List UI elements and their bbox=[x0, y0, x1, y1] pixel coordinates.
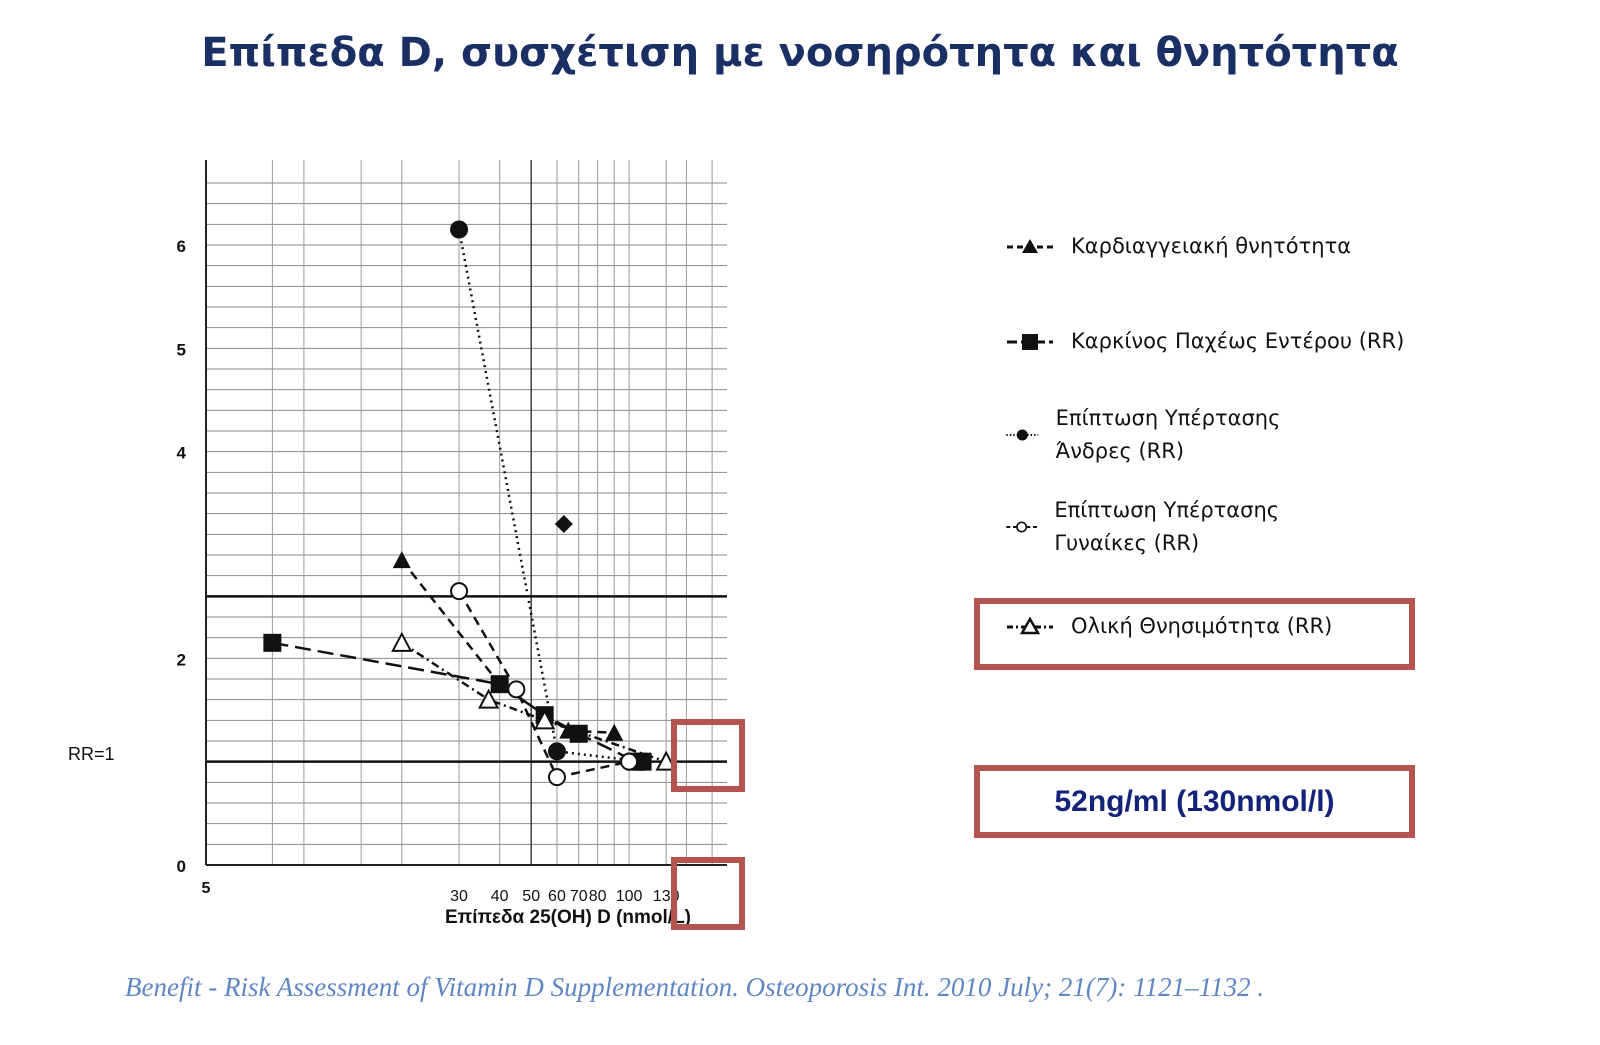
legend-label: Επίπτωση Υπέρτασης Άνδρες (RR) bbox=[1055, 406, 1281, 463]
x-tick-label: 50 bbox=[522, 888, 541, 905]
x-tick-label: 80 bbox=[588, 888, 607, 905]
x-tick-label: 130 bbox=[652, 888, 680, 905]
legend-label: Καρκίνος Παχέως Εντέρου (RR) bbox=[1071, 329, 1405, 353]
data-point bbox=[393, 551, 411, 568]
x-tick-label: 5 bbox=[201, 880, 211, 897]
x-tick-label: 70 bbox=[569, 888, 588, 905]
series-line bbox=[402, 643, 666, 762]
legend-label: Επίπτωση Υπέρτασης Γυναίκες (RR) bbox=[1054, 498, 1280, 555]
legend-label: Ολική Θνησιμότητα (RR) bbox=[1071, 614, 1333, 638]
square-filled-icon bbox=[1005, 330, 1055, 354]
citation: Benefit - Risk Assessment of Vitamin D Supplementation. Osteoporosis Int. 2010 July; 21(7): 1121–1132 . bbox=[125, 972, 1265, 1002]
legend-highlight-box bbox=[974, 598, 1415, 670]
series-5 bbox=[393, 634, 675, 770]
data-point bbox=[451, 583, 467, 599]
series-3 bbox=[450, 221, 652, 771]
legend-cardiovascular-mortality bbox=[1005, 230, 1351, 263]
series-2 bbox=[263, 634, 651, 771]
tick-130-highlight-box bbox=[671, 857, 745, 930]
data-point bbox=[570, 725, 588, 743]
triangle-filled-icon bbox=[1005, 235, 1055, 259]
page-title: Επίπεδα D, συσχέτιση με νοσηρότητα και θνητότητα bbox=[201, 30, 1399, 76]
x-tick-label: 30 bbox=[450, 888, 468, 905]
y-tick-label: 0 bbox=[176, 857, 186, 876]
data-point bbox=[548, 742, 566, 760]
x-tick-label: 40 bbox=[490, 888, 509, 905]
y-tick-label: 5 bbox=[176, 340, 186, 360]
series-layer bbox=[263, 221, 675, 786]
series-1 bbox=[393, 551, 623, 741]
x-axis-title: Επίπεδα 25(OH) D (nmol/L) bbox=[444, 907, 692, 928]
legend-colon-cancer bbox=[1005, 325, 1404, 358]
data-point bbox=[555, 515, 573, 533]
circle-open-icon bbox=[1005, 515, 1038, 539]
data-point bbox=[491, 675, 509, 693]
circle-filled-icon bbox=[1005, 423, 1040, 447]
legend-label: Καρδιαγγειακή θνητότητα bbox=[1071, 234, 1352, 258]
series-line bbox=[402, 560, 614, 733]
data-point bbox=[508, 681, 524, 697]
point-130-highlight-box bbox=[671, 719, 745, 792]
legend-hypertension-men bbox=[1005, 402, 1305, 468]
x-tick-label: 60 bbox=[548, 888, 566, 905]
x-tick-label: 100 bbox=[615, 888, 643, 905]
data-point bbox=[549, 769, 565, 785]
series-line bbox=[272, 643, 642, 762]
y-tick-label: 2 bbox=[176, 650, 186, 670]
legend-hypertension-women bbox=[1005, 494, 1305, 560]
y-tick-label: 6 bbox=[176, 237, 186, 256]
data-point bbox=[393, 634, 411, 651]
rr-equals-one-label: RR=1 bbox=[68, 744, 115, 764]
y-tick-label: 4 bbox=[176, 443, 186, 463]
data-point bbox=[263, 634, 281, 652]
tick-labels bbox=[177, 237, 680, 905]
data-point bbox=[605, 724, 623, 741]
data-point bbox=[621, 754, 637, 770]
data-point bbox=[450, 221, 468, 239]
threshold-callout: 52ng/ml (130nmol/l) bbox=[974, 765, 1415, 838]
